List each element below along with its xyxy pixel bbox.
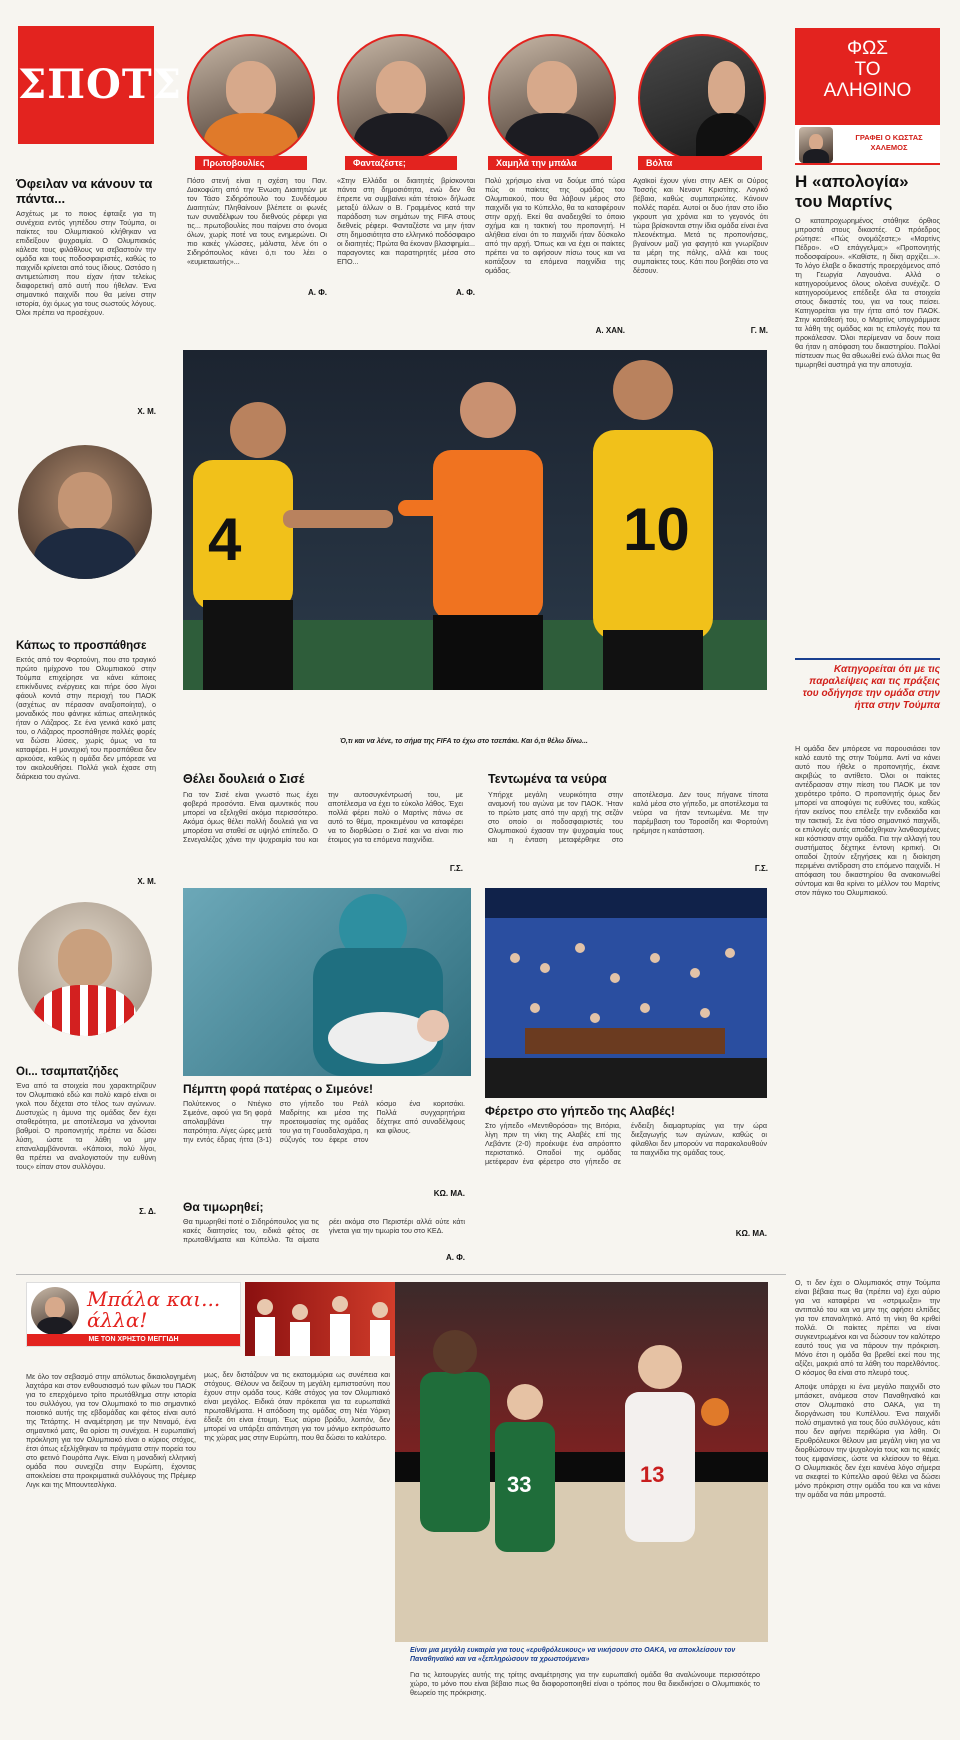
left-text-3: Ένα από τα στοιχεία που χαρακτηρίζουν τον Ολυμπιακό εδώ και πολύ καιρό είναι οι γκολ που δέχεται στο τέλος των αγώνων. Δυστυχώς η άμυνα της ομάδας δεν έχει σταθερότητα, με αποτέλεσμα να χάνονται βαθμοί. Ο προπονητής πρέπει να δώσει λύση, ώστε τα λάθη να μην επαναλαμβάνονται. «Κάποιοι, πολύ λίγοι, θα πρέπει να αναλογιστούν την ευθύνη τους» είπαν στον συλλόγου. [16,1081,156,1171]
left-text-2: Εκτός από τον Φορτούνη, που στο τραγικό πρώτο ημίχρονο του Ολυμπιακού στην Τούμπα επιχείρησε να κάνει κάποιες επικίνδυνες ενέργειες και πήρε όσο λίγοι φάουλ κοντά στην περιοχή του ΠΑΟΚ (ασχέτως αν πέρασαν αναξιοποίητα), ο μοναδικός που φάνηκε κάπως απειλητικός ήταν ο Λάζαρος. Σε ένα γενικά κακό ματς του, ο Λάζαρος προσπάθησε πολλές φορές να δώσει λύσεις, χωρίς όμως να τα καταφέρει. Η μοναχική του προσπάθεια δεν αρκούσε, καθώς η ομάδα δεν μπόρεσε να τον ακολουθήσει. Πολλά γκολ έχασε στη διάρκεια του αγώνα. [16,655,156,781]
short-item-2 [337,176,475,297]
short-item-1-signature: Α. Φ. [307,288,327,297]
mpala-photo-caption: Είναι μια μεγάλη ευκαιρία για τους «ερυθρόλευκους» να νικήσουν στο ΟΑΚΑ, να αποκλείσουν τον Παναθηναϊκό και να «ξεπληρώσουν τα χρωστούμενα» [410,1647,736,1663]
mpala-text-1: Με όλο τον σεβασμό στην απόλυτως δικαιολογημένη λαχτάρα και στον ενθουσιασμό των φίλων του ΠΑΟΚ για το επερχόμενο τρίτο πρωτάθλημα στην ιστορία του συλλόγου, για τον Ολυμπιακό το πιο σημαντικό ποιοτικό αυτής της εβδομάδας και φέτος είναι αυτό της Τετάρτης. Η αναμέτρηση με την Ντιναμό, ένα σημαντικό ματς, θα ορίσει τη συνέχεια. Η ευρωπαϊκή πρόκληση για τον Ολυμπιακό είναι ο κύριος στόχος, έτσι όπως εξελίχθηκαν τα πράγματα στην πορεία του στο φετινό Γιουρόπα Λιγκ. Είναι η μοναδική ελληνική ομάδα που συνεχίζει στην Ευρώπη, έχοντας αποκλείσει στα προκριματικά συλλόγους της Πρέμιερ Λιγκ και της Μπουντεσλίγκα. [26,1372,196,1489]
tag-low-ball: Χαμηλά την μπάλα [488,156,612,170]
short-item-4-signature: Γ. Μ. [750,326,768,335]
portrait-1 [187,34,315,162]
left-headline-1: Όφειλαν να κάνουν τα πάντα... [16,176,153,206]
right-headline: Η «απολογία» του Μαρτίνς [795,172,909,211]
short-item-3-text: Πολύ χρήσιμο είναι να δούμε από τώρα πώς οι παίκτες της ομάδας του Ολυμπιακού, που θα λάβουν μέρος στο παιχνίδι για το Κύπελλο, θα τα καταφέρουν στην αρχή. Εκεί θα αναδειχθεί το όποιο σχήμα και η τακτική του προπονητή. Η αλήθεια είναι ότι το παιχνίδι ήταν δύσκολο από την αρχή. Όπως και να έχει οι παίκτες πρέπει να το αφήσουν πίσω τους και να κοιτάξουν τα επόμενα παιχνίδια της ομάδας. [485,176,625,275]
bottom-divider [16,1274,786,1275]
mpala-text-4: Αποψε υπάρχει κι ένα μεγάλο παιχνίδι στο μπάσκετ, ανάμεσα στον Παναθηναϊκό και στον Ολυμπιακό στο ΟΑΚΑ, για τη διοργάνωση του Κυπέλλου. Ένα παιχνίδι πολύ σημαντικό για τους δύο συλλόγους, κάτι που δεν αφήνει περιθώρια για λάθη. Οι Ερυθρόλευκοι θέλουν μια μεγάλη νίκη για να διορθώσουν την ψυχολογία τους και τις κακές τους εμφανίσεις, ώστε να κλείσουν το θέμα. Ο Ολυμπιακός δεν έχει κανένα λόγο σήμερα να σκεφτεί το Κύπελλο αφού θέλει να δώσει μόνο πρόκριση στην ομάδα του και να κάνει την ομάδα να πάει μπροστά. [795,1382,940,1499]
article-simeone-text: Πολύτεκνος ο Ντιέγκο Σιμεόνε, αφού για 5η φορά απολαμβάνει την πατρότητα. Λίγες ώρες μετά την εντός έδρας ήττα (3-1) στο γήπεδο του Ρεάλ Μαδρίτης και μέσα της προετοιμασίας της ομάδας του για τη Γουαδαλαχάρα, η σύζυγός του έφερε στον κόσμο ένα κοριτσάκι. Πολλά συγχαρητήρια δέχτηκε από συναδέλφους και φίλους. [183,1099,465,1144]
article-sise-text: Για τον Σισέ είναι γνωστό πως έχει φοβερά προσόντα. Είναι αμυντικός που μπορεί να εξελιχθεί ακόμα περισσότερο. Ακόμα όμως θέλει πολλή δουλειά για να μπορέσει να σταθεί σε υψηλό επίπεδο. Ο Σενεγαλέζος χάνει την ψυχραιμία του και την αυτοσυγκέντρωσή του, με αποτέλεσμα να έχει το εύκολο λάθος. Έχει πολλά φέρει πολύ ο Μαρτίνς πάνω σε αυτό το θέμα, προκειμένου να καταφέρει να το διορθώσει ο Σισέ και να είναι πιο έτοιμος για τα επόμενα παιχνίδια. [183,790,463,844]
left-text-1: Ασχέτως με το ποιος έφταιξε για τη συνέχεια εντός γηπέδου στην Τούμπα, οι παίκτες του Ολυμπιακού κλήθηκαν να επιδείξουν ψυχραιμία. Ο Ολυμπιακός κάλεσε τους φιλάθλους να σεβαστούν την ομάδα και τους ποδοσφαιριστές, καθώς το παιχνίδι κρίνεται από τους ίδιους. Ωστόσο η αντιμετώπιση που είχαν ήταν τελείως διαφορετική από αυτή που ήθελαν. Ένα σημαντικό παιχνίδι που θα μείνει στην ιστορία, όχι όμως για τους σωστούς λόγους. Όλοι πρέπει να προσέχουν. [16,209,156,317]
article-sise-signature: Γ.Σ. [449,864,463,873]
mpala-text-3: Για τις λειτουργίες αυτής της τρίτης αναμέτρησης για την ευρωπαϊκή ομάδα θα αναλώνουμε περισσότερο χώρο, το μόνο που είναι βέβαιο πως θα διαφοροποιηθεί είναι ο τρόπος που θα διεκδικήσει ο Ολυμπιακός το θεωρείο της πρόκρισης. [410,1670,760,1697]
pull-quote-text: Κατηγορείται ότι με τις παραλείψεις και τις πράξεις του οδήγησε την ομάδα στην ήττα στην Τούμπα [802,664,940,711]
section-logo: ΣΠΟΤΣ [18,26,154,144]
column-title-line-3: ΑΛΗΘΙΝΟ [823,80,912,101]
left-column [16,176,156,416]
svg-text:13: 13 [640,1462,665,1487]
photo-simeone-baby [183,888,471,1076]
photo-simeone-illustration [183,888,471,1076]
article-nerves-headline: Τεντωμένα τα νεύρα [488,772,607,786]
photo-stadium-illustration [485,888,767,1098]
right-text-1: Ο καταπροχωρημένος στάθηκε όρθιος μπροστά στους δικαστές. Ο πρόεδρος ρώτησε: «Πώς ονομάζεστε;» «Μαρτίνς Πέδρο». «Ο επάγγελμα;» «Προπονητής ποδοσφαίρου». «Καθίστε, η δίκη αρχίζει...». Το λόγο έλαβε ο δικαστής προερχόμενος από τη Γεωργία Λαγουάνα. Αλλά ο κατηγορούμενος όλους ολοένα συνέχιζε. Ο κατηγορούμενος επέδειξε όλα τα στοιχεία στους δικαστές του, για να τους πείσει. Κατηγορείται για την ήττα από τον ΠΑΟΚ. Στην κατάθεσή του, ο Μαρτίνς υπογράμμισε τα λάθη της ομάδας και τις επιλογές που τα προκάλεσαν. Όλοι περίμεναν να δουν ποια θα ήταν η απόφαση του δικαστηρίου. Πολλοί πίστευαν πως θα αθωωθεί ενώ άλλοι πως θα τιμωρηθεί αυστηρά για την αποτυχία. [795,216,940,369]
portrait-4 [638,34,766,162]
article-coffin-signature: ΚΩ. ΜΑ. [735,1229,767,1238]
mpala-avatar [31,1287,79,1335]
columnist-avatar [799,127,833,163]
left-portrait-2 [18,902,152,1036]
column-title-box [795,28,940,125]
article-punishment-headline: Θα τιμωρηθεί; [183,1200,264,1214]
article-coffin-headline: Φέρετρο στο γήπεδο της Αλαβές! [485,1104,675,1118]
column-title-line-2: ΤΟ [854,59,881,80]
article-simeone-headline: Πέμπτη φορά πατέρας ο Σιμεόνε! [183,1082,373,1096]
article-punishment-text: Θα τιμωρηθεί ποτέ ο Σιδηρόπουλος για τις κακές διαιτησίες του, ειδικά φέτος σε πρωταθλήματα και Κύπελλο. Τα αίματα ρέει ακόμα στο Περιστέρι αλλά ούτε κάτι γίνεται για την τιμωρία του στο ΚΕΔ. [183,1217,465,1244]
article-coffin-text: Στο γήπεδο «Μεντιθορόσα» της Βιτόρια, λίγη πριν τη νίκη της Αλαβές επί της Λεβάντε (2-0) προέκυψε ένα απρόοπτο περιστατικό. Οπαδοί της ομάδας μετέφεραν ένα φέρετρο στο γήπεδο σε ένδειξη διαμαρτυρίας για την ώρα διεξαγωγής των αγώνων, καθώς οι φίλαθλοι δεν μπορούν να παρακολουθούν τα παιχνίδια της ομάδας τους. [485,1121,767,1166]
mpala-title: Μπάλα και... άλλα! [87,1287,221,1332]
pull-quote [795,658,940,712]
portrait-2 [337,34,465,162]
short-item-2-signature: Α. Φ. [455,288,475,297]
left-headline-3: Οι... τσαμπατζήδες [16,1066,119,1078]
right-text-3: Ο, τι δεν έχει ο Ολυμπιακός στην Τούμπα είναι βέβαια πως θα (πρέπει να) έχει αύριο για να καταφέρει να «στριμωξει» την αντιπαλό του και να μην της αφήσει ελπίδες για τον επαναλητικό. Από τη νίκη θα κριθεί πολλά. Οι παίκτες πρέπει να είναι συγκεντρωμένοι και να δώσουν τον καλύτερο εαυτό τους για να πάρουν την πρόκριση. Μόνο έτσι η ομάδα θα βρεθεί εκεί που της αξίζει, μακριά από τα λάθη του παρελθόντος. Ο κόσμος θα είναι στο πλευρό τους. [795,1278,940,1377]
left-signature-1: Χ. Μ. [137,407,156,416]
svg-text:33: 33 [507,1472,532,1497]
column-byline-bar [795,125,940,165]
article-nerves-text: Υπήρχε μεγάλη νευρικότητα στην αναμονή του αγώνα με τον ΠΑΟΚ. Ήταν το πρώτο ματς από την αρχή της σεζόν στο οποίο οι ποδοσφαιριστές του Ολυμπιακού έχασαν την ψυχραιμία τους και η ένταση μεταφέρθηκε στο αποτέλεσμα. Δεν τους πήγαινε τίποτα καλά μέσα στο γήπεδο, με αποτέλεσμα τα νεύρα να ήταν τεντωμένα. Με την παρέμβαση του Τοροσίδη και Φορτούνη ηρέμησε η κατάσταση. [488,790,768,844]
column-title-line-1: ΦΩΣ [846,38,889,59]
tag-imagine: Φανταζέστε; [345,156,457,170]
article-coffin [485,1104,767,1238]
right-column [795,172,940,654]
mpala-header [26,1282,241,1347]
article-simeone-signature: ΚΩ. ΜΑ. [433,1189,465,1198]
short-item-1-text: Πόσο στενή είναι η σχέση του Παν. Διακοφώτη από την Ένωση Διαιτητών με τον Τάσο Σιδηρόπουλο του Συνδέσμου Διαιτητών; Πληθαίνουν βλέπετε οι φωνές των συναδέλφων του διεθνούς ρέφερι για τις... πρωτοβουλίες που παίρνει στο όνομα όλων, χωρίς ποτέ να τους ενημερώνει. Οι πιο κακές γλώσσες, μάλιστα, λένε ότι ο Σιδηρόπουλος κάνει ό,τι του λέει ο «ευμιεταωτής»... [187,176,327,266]
short-item-3-signature: Α. ΧΑΝ. [595,326,625,335]
portrait-3 [488,34,616,162]
short-item-4-text: Αχαϊκοί έχουν γίνει στην ΑΕΚ οι Ούρος Τοσσής και Νεναντ Κριστίτης. Λογικό βέβαια, καθώς συμπατριώτες. Κάνουν πολλές παρέα. Αυτοί οι δυο ήταν στο ίδιο γκρουπ για χρόνια και το γεγονός ότι τώρα βρίσκονται στην ίδια ομάδα είναι ένα πλεονέκτημα. Μετά τις προπονήσεις, βγαίνουν μαζί για φαγητό και γνωρίζουν τα μέρη της πόλης, αλλά και τους συμπαίκτες τους. Κάτι που βοηθάει στο να δέσουν. [633,176,768,275]
left-headline-2: Κάπως το προσπάθησε [16,640,147,652]
photo-basketball-game-illustration [395,1282,768,1642]
main-photo-referee [183,350,767,690]
short-item-2-text: «Στην Ελλάδα οι διαιτητές βρίσκονται πάντα στη δημοσιότητα, ενώ δεν θα έπρεπε να συμβαίνει κάτι τέτοιο» δήλωσε μεταξύ άλλων ο Β. Γραμμένος κατά την παράδοση των σημάτων της FIFA στους διεθνείς ρέφερι. Φανταζέστε να μην ήταν στη δημοσιότητα στο ελληνικό ποδόσφαιρο οι διαιτητές; Πρώτα θα έκοναν βλασφημία... παραγοντες και παρατηρητές μέσα στο ΕΠΟ... [337,176,475,266]
short-item-3 [485,176,625,335]
article-sise [183,772,463,873]
photo-stadium-coffin [485,888,767,1098]
left-article-3 [16,1066,156,1216]
svg-text:10: 10 [623,496,690,563]
mpala-text-2: μως, δεν διστάζουν να τις εκατομμύρια ως συνέπεια και στόχους. Θέλουν να δείξουν τη μεγάλη εμπιστοσύνη που έχουν στην ομάδα τους. Κάθε στόχος για τον Ολυμπιακό είναι μεγάλος. Ειδικά όταν πρόκειται για τα ευρωπαϊκά πρωταθλήματα. Η απόδοση της ομάδας στη Νέα Υόρκη έδειξε ότι είναι έτοιμη. Έως αύριο βράδυ, λοιπόν, δεν μπορεί να υπάρξει απάντηση για τον μόνιμο εκπρόσωπο της χώρας μας στην Ευρώπη, που θα δώσει το καλύτερο. [204,1370,390,1442]
right-column-lower [795,744,940,1266]
article-simeone [183,1082,465,1198]
article-nerves [488,772,768,873]
article-sise-headline: Θέλει δουλειά ο Σισέ [183,772,305,786]
columnist-byline: ΓΡΑΦΕΙ Ο ΚΩΣΤΑΣ ΧΑΛΕΜΟΣ [855,133,923,152]
mpala-byline: ΜΕ ΤΟΝ ΧΡΗΣΤΟ ΜΕΓΓΙΔΗ [27,1334,240,1346]
left-portrait-1 [18,445,152,579]
main-photo-caption: Ό,τι και να λένε, το σήμα της FIFA το έχω στο τσεπάκι. Και ό,τι θέλω δίνω... [340,738,588,745]
photo-basketball-game [395,1282,768,1642]
article-punishment [183,1200,465,1262]
tag-walk: Βόλτα [638,156,762,170]
short-item-4 [633,176,768,335]
left-signature-3: Σ. Δ. [139,1207,156,1216]
article-nerves-signature: Γ.Σ. [754,864,768,873]
svg-text:4: 4 [208,506,242,573]
photo-basketball-red [245,1282,410,1356]
short-item-1 [187,176,327,297]
tag-initiatives: Πρωτοβουλίες [195,156,307,170]
left-article-2 [16,640,156,886]
right-text-2: Η ομάδα δεν μπόρεσε να παρουσιάσει τον καλό εαυτό της στην Τούμπα. Αντί να κάνει αυτό που ήθελε ο προπονητής, έκανε ακριβώς το αντίθετο. Όλοι οι παίκτες αντέδρασαν στην πίεση του ΠΑΟΚ με τον χειρότερο τρόπο. Ο προπονητής όμως δεν μπορεί να αποφύγει τις ευθύνες του, καθώς ήταν εκείνος που επέλεξε την ενδεκάδα και την τακτική. Σε ένα τόσο σημαντικό παιχνίδι, οι επιλογές αυτές αποδείχθηκαν λανθασμένες και κόστισαν στην ομάδα. Για την αλλαγή του συστήματος δέχτηκε έντονη κριτική. Οι οπαδοί ζητούν εξηγήσεις και η διοίκηση περιμένει αντίδραση στο επόμενο παιχνίδι. Η απόφαση του δικαστηρίου θα ανακοινωθεί σύντομα και θα κρίνει το μέλλον του Μαρτίνς στον πάγκο του Ολυμπιακού. [795,744,940,897]
main-photo-illustration [183,350,767,690]
left-signature-2: Χ. Μ. [137,877,156,886]
article-punishment-signature: Α. Φ. [445,1253,465,1262]
photo-basketball-red-illustration [245,1282,410,1356]
